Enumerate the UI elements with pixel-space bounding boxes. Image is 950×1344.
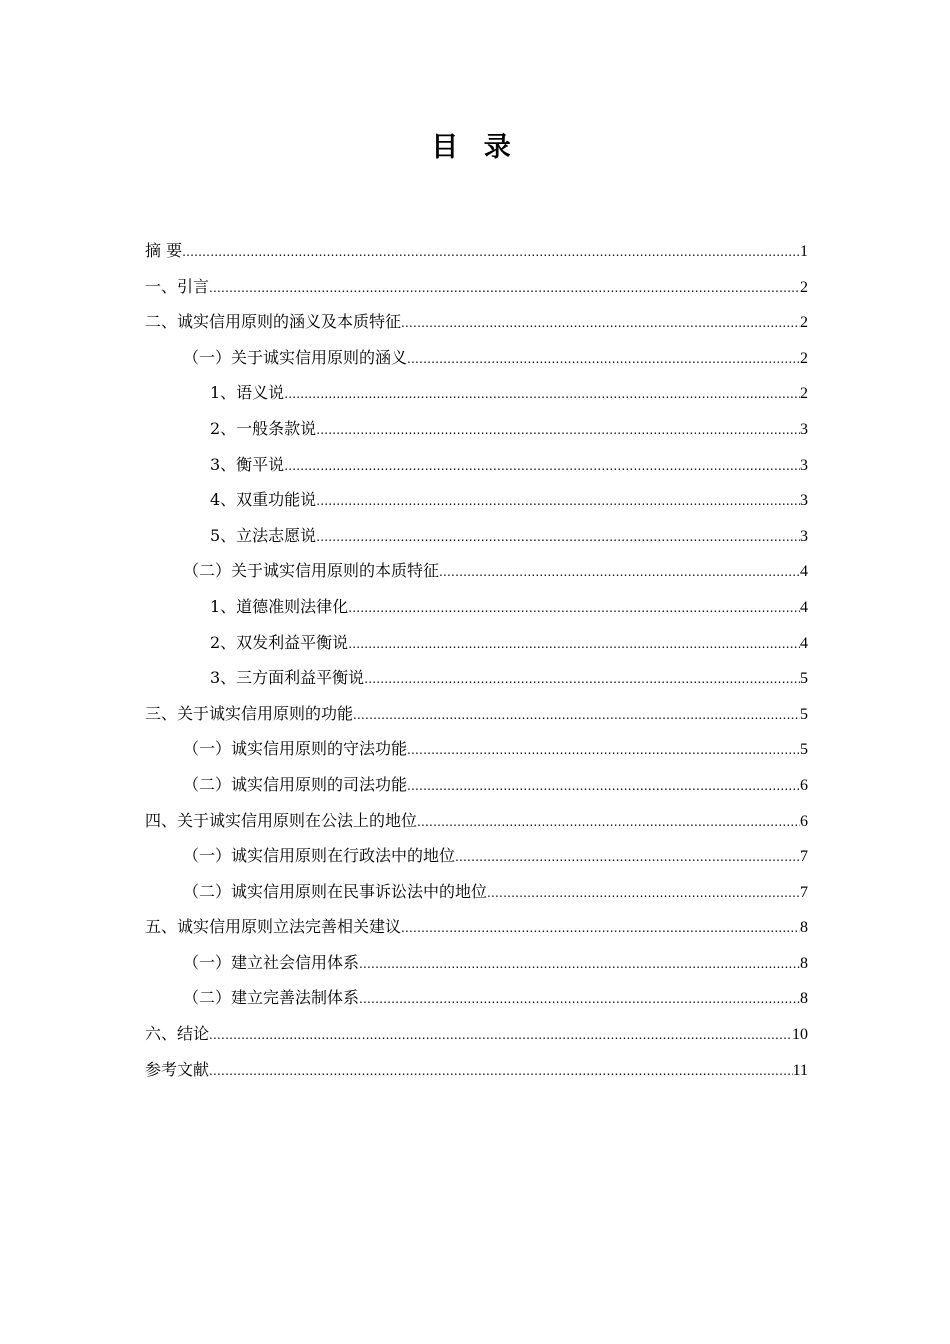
toc-entry-page: 5 [800,741,808,759]
table-of-contents [145,233,808,1087]
toc-leader-dots [401,911,800,947]
toc-entry-label: 4、双重功能说 [210,490,317,510]
toc-leader-dots [209,271,800,307]
toc-leader-dots [359,982,800,1018]
toc-leader-dots [182,235,800,271]
toc-leader-dots [209,1054,793,1090]
toc-entry-label: 四、关于诚实信用原则在公法上的地位 [145,810,418,830]
toc-entry-label: 参考文献 [145,1059,210,1079]
toc-leader-dots [401,306,800,342]
toc-entry[interactable] [145,447,808,483]
toc-leader-dots [407,733,800,769]
toc-entry[interactable] [145,625,808,661]
toc-entry[interactable] [145,909,808,945]
toc-entry-page: 2 [800,385,808,403]
toc-entry-label: 2、双发利益平衡说 [210,632,349,652]
toc-entry[interactable] [145,1016,808,1052]
toc-entry-page: 3 [800,492,808,510]
toc-leader-dots [353,698,800,734]
toc-entry-page: 2 [800,349,808,367]
toc-leader-dots [359,947,800,983]
toc-entry-label: （一）建立社会信用体系 [183,952,360,972]
toc-entry[interactable] [145,589,808,625]
toc-leader-dots [284,377,800,413]
toc-entry-label: 二、诚实信用原则的涵义及本质特征 [145,312,402,332]
toc-leader-dots [407,342,800,378]
toc-leader-dots [455,840,800,876]
toc-entry-label: （一）关于诚实信用原则的涵义 [183,347,408,367]
toc-entry-page: 6 [800,812,808,830]
toc-entry[interactable] [145,269,808,305]
toc-entry-page: 11 [792,1061,808,1079]
toc-entry[interactable] [145,233,808,269]
toc-entry-page: 8 [800,954,808,972]
toc-entry-page: 5 [800,705,808,723]
toc-entry-label: 1、道德准则法律化 [210,596,349,616]
toc-leader-dots [439,555,800,591]
toc-entry[interactable] [145,553,808,589]
toc-leader-dots [417,805,800,841]
toc-entry-label: 摘 要 [145,241,183,260]
toc-entry-label: （一）诚实信用原则在行政法中的地位 [183,846,456,866]
toc-leader-dots [284,449,800,485]
toc-entry-label: 五、诚实信用原则立法完善相关建议 [145,917,402,937]
toc-entry[interactable] [145,1052,808,1088]
toc-entry-page: 4 [800,563,808,581]
toc-leader-dots [407,769,800,805]
toc-entry-page: 3 [800,420,808,438]
toc-entry[interactable] [145,767,808,803]
toc-entry-page: 4 [800,598,808,616]
toc-entry[interactable] [145,482,808,518]
toc-entry-page: 6 [800,776,808,794]
toc-entry-page: 10 [792,1026,808,1044]
toc-entry[interactable] [145,340,808,376]
toc-leader-dots [316,484,800,520]
toc-entry-label: 5、立法志愿说 [210,525,317,545]
toc-entry[interactable] [145,838,808,874]
toc-leader-dots [209,1018,792,1054]
toc-entry-page: 8 [800,919,808,937]
toc-leader-dots [364,662,800,698]
toc-entry-label: 三、关于诚实信用原则的功能 [145,703,354,723]
toc-entry[interactable] [145,518,808,554]
toc-entry-label: （一）诚实信用原则的守法功能 [183,739,408,759]
toc-entry-page: 2 [800,278,808,296]
toc-entry[interactable] [145,696,808,732]
toc-entry-page: 7 [800,883,808,901]
toc-entry-page: 4 [800,634,808,652]
page-title: 目 录 [431,132,519,163]
toc-entry[interactable] [145,731,808,767]
toc-entry-page: 5 [800,670,808,688]
toc-entry-page: 7 [800,848,808,866]
toc-leader-dots [348,627,800,663]
toc-entry-page: 2 [800,314,808,332]
toc-entry-label: （二）诚实信用原则在民事诉讼法中的地位 [183,881,488,901]
toc-entry-label: 1、语义说 [210,383,285,403]
toc-leader-dots [316,413,800,449]
toc-leader-dots [487,876,800,912]
toc-leader-dots [348,591,800,627]
toc-entry[interactable] [145,411,808,447]
toc-entry[interactable] [145,375,808,411]
toc-leader-dots [316,520,800,556]
toc-entry-label: 3、衡平说 [210,454,285,474]
toc-entry[interactable] [145,660,808,696]
toc-entry[interactable] [145,874,808,910]
toc-entry-page: 3 [800,527,808,545]
toc-entry[interactable] [145,980,808,1016]
toc-entry-label: 2、一般条款说 [210,418,317,438]
toc-entry-page: 8 [800,990,808,1008]
toc-entry-label: 六、结论 [145,1024,210,1044]
toc-entry-page: 3 [800,456,808,474]
toc-entry[interactable] [145,803,808,839]
toc-entry-page: 1 [800,243,808,260]
toc-entry[interactable] [145,945,808,981]
toc-entry-label: 一、引言 [145,276,210,296]
toc-entry-label: （二）建立完善法制体系 [183,988,360,1008]
toc-entry-label: （二）诚实信用原则的司法功能 [183,774,408,794]
toc-entry[interactable] [145,304,808,340]
toc-entry-label: 3、三方面利益平衡说 [210,668,365,688]
toc-entry-label: （二）关于诚实信用原则的本质特征 [183,561,440,581]
